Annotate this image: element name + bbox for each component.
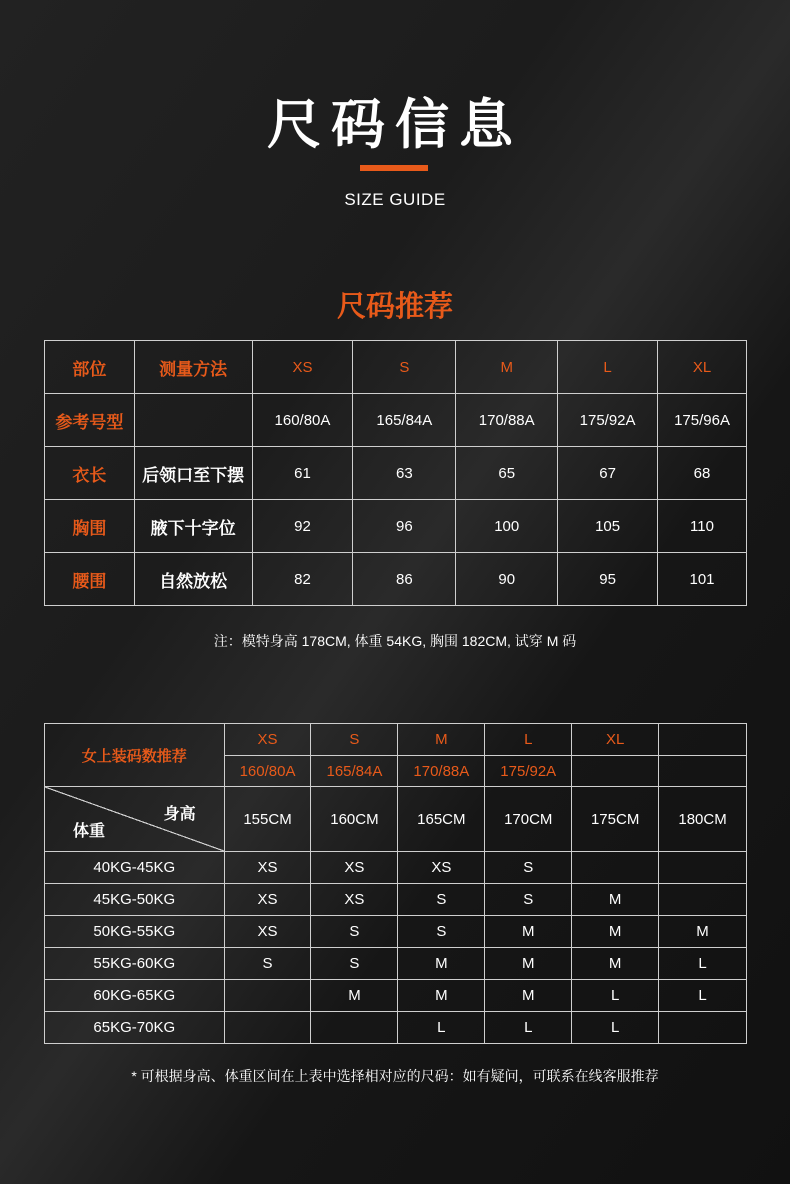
table-cell: 86 [353,553,456,606]
row-part: 参考号型 [45,394,135,447]
size-table-header [45,341,747,394]
table-row [45,394,747,447]
table-cell [659,852,747,884]
recommend-size-row [45,724,747,756]
title-underline [360,165,428,171]
header-size: XL [572,724,659,756]
table-cell: XS [224,852,311,884]
table-cell: M [485,948,572,980]
row-part: 腰围 [45,553,135,606]
page-subtitle: SIZE GUIDE [344,190,446,209]
diagonal-header [45,787,224,851]
header-size: S [353,341,456,394]
table-cell: M [572,916,659,948]
height-cell: 180CM [659,787,747,852]
height-cell: 165CM [398,787,485,852]
header-code: 160/80A [224,756,311,787]
table-cell: M [659,916,747,948]
page-title: 尺码信息 [267,95,523,155]
table-cell: 65 [456,447,558,500]
weight-label: 体重 [73,823,106,840]
table-cell: 100 [456,500,558,553]
table-cell: 82 [252,553,353,606]
table-cell: 101 [658,553,747,606]
table-cell: XS [311,852,398,884]
table-cell: L [572,1012,659,1044]
header-size: XS [224,724,311,756]
model-note: 注：模特身高 178CM, 体重 54KG, 胸围 182CM, 试穿 M 码 [213,633,577,649]
table-cell: 68 [658,447,747,500]
recommend-height-row [45,787,747,852]
table-row [45,948,747,980]
table-cell: S [485,852,572,884]
table-cell: L [659,980,747,1012]
table-row [45,884,747,916]
table-cell: L [572,980,659,1012]
height-cell: 175CM [572,787,659,852]
table-cell: XS [224,916,311,948]
table-cell [224,1012,311,1044]
header-size: M [456,341,558,394]
table-cell: 96 [353,500,456,553]
table-row [45,447,747,500]
table-row [45,980,747,1012]
row-part: 衣长 [45,447,135,500]
table-cell: S [224,948,311,980]
table-cell: 90 [456,553,558,606]
table-cell: M [398,980,485,1012]
header-size: L [558,341,658,394]
table-cell: XS [224,884,311,916]
row-method: 后领口至下摆 [134,447,252,500]
header-code: 175/92A [485,756,572,787]
header-code: 165/84A [311,756,398,787]
header-code: 170/88A [398,756,485,787]
table-cell: M [485,980,572,1012]
table-row [45,1012,747,1044]
table-cell [224,980,311,1012]
table-cell: L [398,1012,485,1044]
header-size: L [485,724,572,756]
size-table [44,340,747,606]
recommend-title: 女上装码数推荐 [45,724,225,787]
table-cell: M [398,948,485,980]
table-cell: 63 [353,447,456,500]
header-method: 测量方法 [134,341,252,394]
header-size [659,724,747,756]
table-cell: 170/88A [456,394,558,447]
table-cell: M [311,980,398,1012]
weight-cell: 40KG-45KG [45,852,225,884]
weight-cell: 55KG-60KG [45,948,225,980]
recommend-table [44,723,747,1044]
weight-cell: 65KG-70KG [45,1012,225,1044]
table-cell: S [311,916,398,948]
header-code [659,756,747,787]
height-cell: 170CM [485,787,572,852]
table-cell: M [572,884,659,916]
row-part: 胸围 [45,500,135,553]
diagonal-header-cell [45,787,225,852]
weight-cell: 45KG-50KG [45,884,225,916]
row-method: 腋下十字位 [134,500,252,553]
table-row [45,916,747,948]
footer-note: * 可根据身高、体重区间在上表中选择相对应的尺码：如有疑问，可联系在线客服推荐 [131,1068,659,1084]
height-cell: 160CM [311,787,398,852]
weight-cell: 60KG-65KG [45,980,225,1012]
table-cell: 175/96A [658,394,747,447]
weight-cell: 50KG-55KG [45,916,225,948]
table-cell: 175/92A [558,394,658,447]
table-cell: S [398,916,485,948]
header-size: XS [252,341,353,394]
table-cell [659,884,747,916]
table-cell [659,1012,747,1044]
table-cell: XS [311,884,398,916]
table-cell: M [572,948,659,980]
table-cell: M [485,916,572,948]
header-code [572,756,659,787]
table-cell: 165/84A [353,394,456,447]
table-cell: 105 [558,500,658,553]
table-cell: S [398,884,485,916]
table-cell: 160/80A [252,394,353,447]
height-label: 身高 [163,806,196,823]
header-part: 部位 [45,341,135,394]
table-cell: L [485,1012,572,1044]
table-cell: 67 [558,447,658,500]
header-size: S [311,724,398,756]
table-cell: S [311,948,398,980]
table-cell: L [659,948,747,980]
table-cell [311,1012,398,1044]
table-row [45,852,747,884]
table-cell: 110 [658,500,747,553]
table-row [45,500,747,553]
section-title: 尺码推荐 [336,291,453,323]
table-cell: 61 [252,447,353,500]
header-size: XL [658,341,747,394]
table-cell [572,852,659,884]
table-cell: 92 [252,500,353,553]
header-size: M [398,724,485,756]
table-row [45,553,747,606]
row-method [134,394,252,447]
table-cell: XS [398,852,485,884]
table-cell: S [485,884,572,916]
row-method: 自然放松 [134,553,252,606]
table-cell: 95 [558,553,658,606]
height-cell: 155CM [224,787,311,852]
